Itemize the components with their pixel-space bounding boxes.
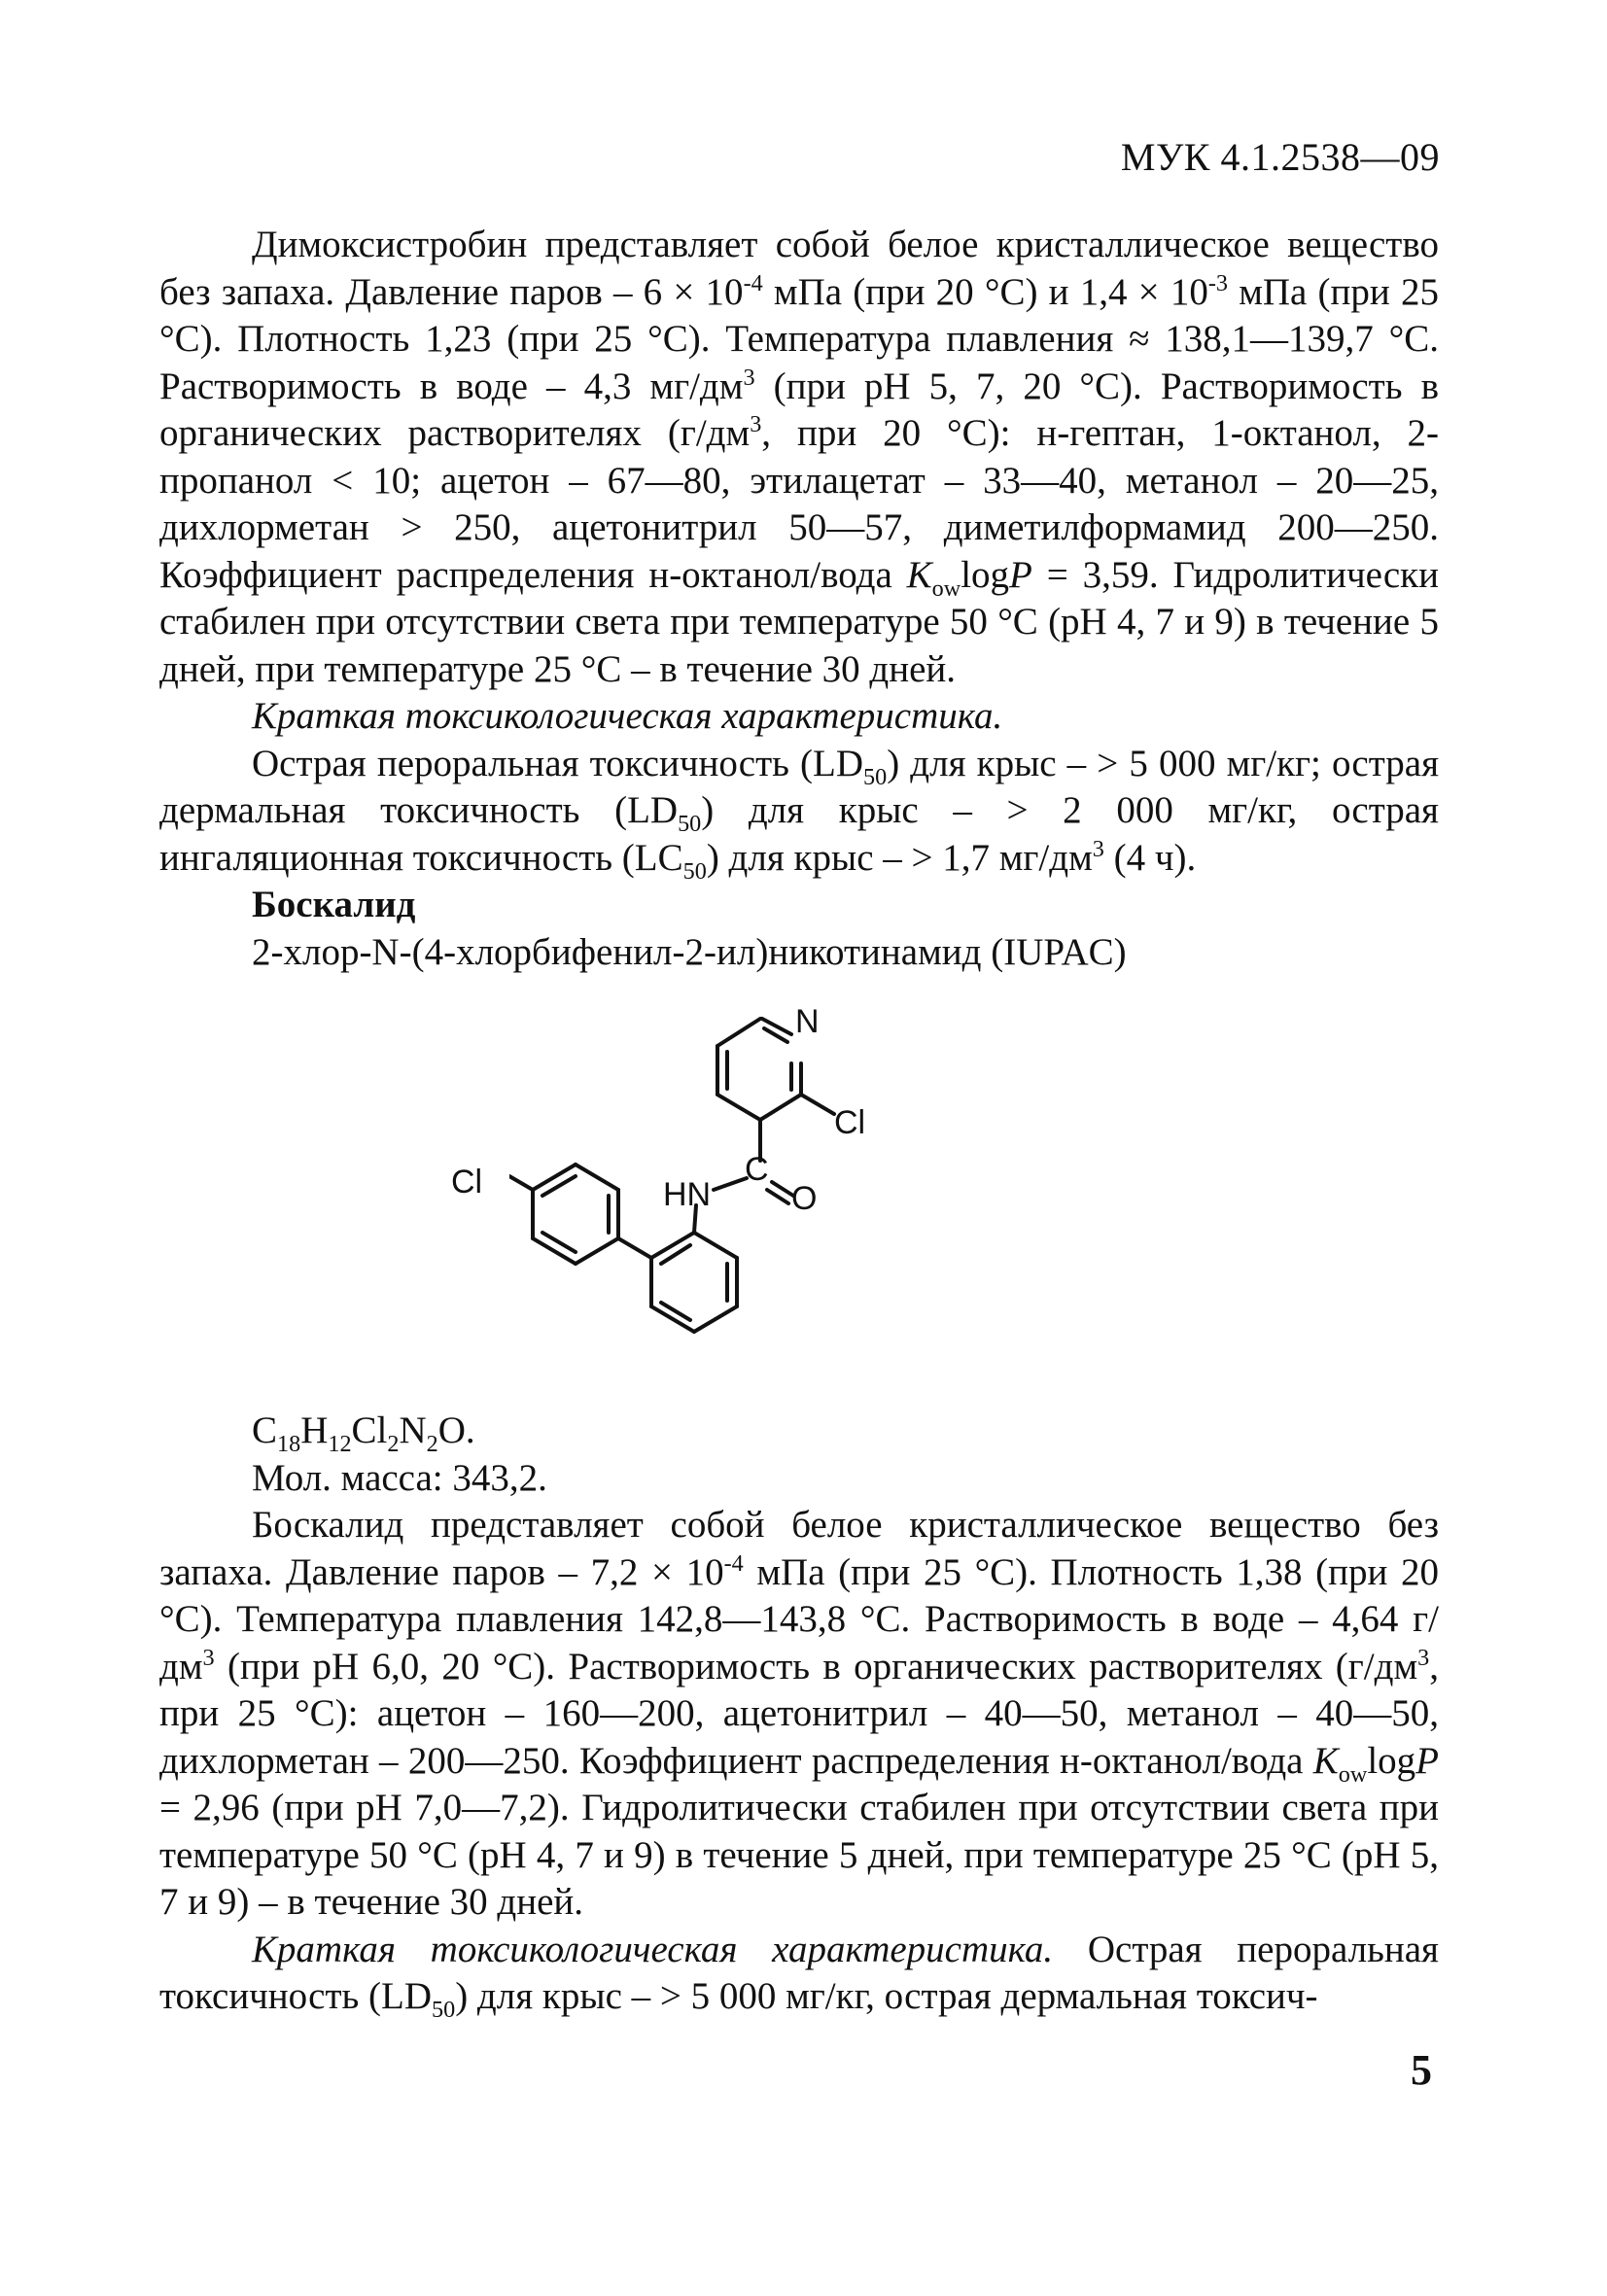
atom-label-o: O: [791, 1180, 818, 1217]
phenyl-double-bond: [661, 1303, 690, 1320]
document-code: МУК 4.1.2538—09: [1120, 135, 1440, 179]
pyridine-bond: [760, 1095, 801, 1120]
dimoxystrobin-description: Димоксистробин представляет собой белое кристаллическое вещество без запаха. Давление паров – $6 \times 10^{-4}$ мПа (при 20 °С) и $1,4 \times 10^{-3}$ мПа (при 25 °С). Плотность 1,23 (при 25 °С). Температура плавления ≈ 138,1—139,7 °С. Растворимость в воде – 4,3 $мг/дм^3$ (при pH 5, 7, 20 °С). Растворимость в органических растворителях ($г/дм^3$, при 20 °С): н-гептан, 1-октанол, 2-пропанол < 10; ацетон – 67—80, этилацетат – 33—40, метанол – 20—25, дихлорметан > 250, ацетонитрил 50—57, диметилформамид 200—250. Коэффициент распределения н-октанол/вода $K_{ow}\log P = 3,59$. Гидролитически стабилен при отсутствии света при температуре 50 °С (pH 4, 7 и 9) в течение 5 дней, при температуре 25 °С – в течение 30 дней.: [159, 224, 1439, 690]
n-c-bond: [714, 1178, 747, 1190]
c-cl-bond: [801, 1095, 834, 1114]
chemical-structure-diagram: [509, 990, 1054, 1386]
page-body: [159, 222, 1439, 2021]
pyridine-bond: [717, 1095, 760, 1120]
chlorophenyl-bond: [533, 1165, 576, 1190]
boscalid-tox: Краткая токсикологическая характеристика. Острая пероральная токсичность $(LD_{50})$ для крыс – > 5 000 мг/кг, острая дермальная токсич-: [159, 1928, 1439, 2023]
boscalid-tox-heading: Краткая токсикологическая характеристика.: [252, 1928, 1054, 1970]
page-number: 5: [1411, 2046, 1432, 2094]
boscalid-formula: $C_{18}H_{12}Cl_2N_2O$.: [252, 1409, 475, 1457]
chlorophenyl-bond: [533, 1238, 576, 1264]
boscalid-description: Боскалид представляет собой белое кристаллическое вещество без запаха. Давление паров – $7,2 \times 10^{-4}$ мПа (при 25 °С). Плотность 1,38 (при 20 °С). Температура плавления 142,8—143,8 °С. Растворимость в воде – 4,64 $г/дм^3$ (при pH 6,0, 20 °С). Растворимость в органических растворителях ($г/дм^3$, при 25 °С): ацетон – 160—200, ацетонитрил – 40—50, метанол – 40—50, дихлорметан – 200—250. Коэффициент распределения н-октанол/вода $K_{ow}\log P = 2,96$ (при pH 7,0—7,2). Гидролитически стабилен при отсутствии света при температуре 50 °С (pH 4, 7 и 9) в течение 5 дней, при температуре 25 °С (pH 5, 7 и 9) – в течение 30 дней.: [159, 1504, 1439, 1923]
atom-label-n: N: [795, 1003, 820, 1040]
dimoxystrobin-tox-text: Острая пероральная токсичность $(LD_{50})$ для крыс – > 5 000 мг/кг; острая дермальная токсичность $(LD_{50})$ для крыс – > 2 000 мг/кг, острая ингаляционная токсичность $(LC_{50})$ для крыс – > 1,7 $мг/дм^3$ (4 ч).: [159, 742, 1440, 885]
biphenyl-bond: [618, 1238, 651, 1258]
atom-label-cl-phenyl: Cl: [451, 1164, 483, 1200]
atom-label-c: C: [745, 1151, 769, 1188]
dimoxystrobin-tox-heading: Краткая токсикологическая характеристика.: [252, 695, 1003, 737]
c-cl-bond: [509, 1176, 533, 1190]
phenyl-bond: [694, 1306, 737, 1332]
atom-label-cl: Cl: [834, 1104, 866, 1141]
chlorophenyl-bond: [576, 1165, 618, 1190]
atom-label-hn: HN: [663, 1176, 712, 1213]
pyridine-bond: [717, 1019, 760, 1046]
phenyl-bond: [694, 1233, 737, 1258]
boscalid-title: Боскалид: [252, 884, 416, 925]
chlorophenyl-bond: [576, 1238, 618, 1264]
boscalid-molar-mass: Мол. масса: 343,2.: [252, 1456, 547, 1499]
boscalid-iupac-name: 2-хлор-N-(4-хлорбифенил-2-ил)никотинамид (IUPAC): [252, 930, 1127, 973]
boscalid-structure-formula: [159, 990, 1439, 1386]
